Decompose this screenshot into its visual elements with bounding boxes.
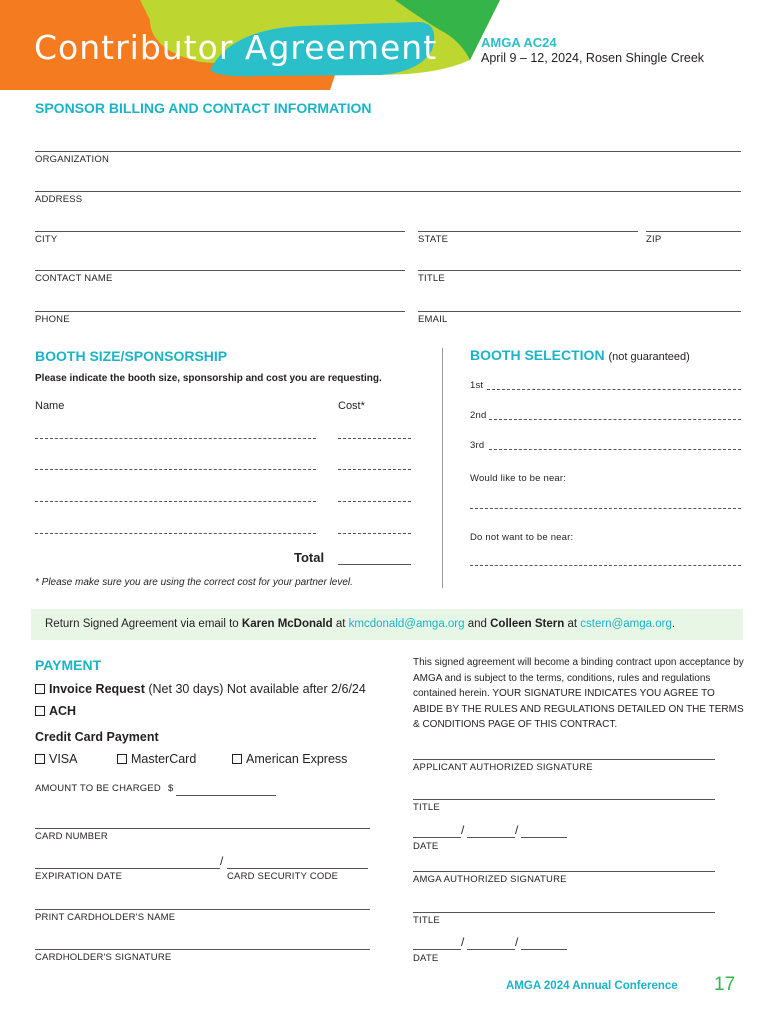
booth-name-field-2[interactable] xyxy=(35,469,316,470)
amga-signature-field[interactable] xyxy=(413,871,715,872)
date-2-sep-2: / xyxy=(515,935,519,949)
organization-label: ORGANIZATION xyxy=(35,154,110,165)
date-2-year-field[interactable] xyxy=(521,949,567,950)
not-near-field[interactable] xyxy=(470,565,741,566)
email-field[interactable] xyxy=(418,311,741,312)
contact-1-email-link[interactable]: kmcdonald@amga.org xyxy=(348,618,465,630)
booth-name-field-1[interactable] xyxy=(35,438,316,439)
footer-conference: AMGA 2024 Annual Conference xyxy=(506,980,678,992)
booth-name-field-3[interactable] xyxy=(35,501,316,502)
date-1-month-field[interactable] xyxy=(413,837,461,838)
contact-2-name: Colleen Stern xyxy=(490,618,565,630)
amga-signature-label: AMGA AUTHORIZED SIGNATURE xyxy=(413,874,567,885)
choice-1-label: 1st xyxy=(470,380,484,391)
visa-option[interactable] xyxy=(35,752,78,766)
selection-heading xyxy=(470,347,690,363)
address-label: ADDRESS xyxy=(35,194,83,205)
credit-card-heading: Credit Card Payment xyxy=(35,730,159,744)
invoice-label: Invoice Request xyxy=(49,682,145,696)
return-prefix: Return Signed Agreement via email to xyxy=(45,618,239,630)
date-2-sep-1: / xyxy=(461,935,465,949)
return-instructions-bar xyxy=(31,609,743,640)
city-field[interactable] xyxy=(35,231,405,232)
total-field[interactable] xyxy=(338,564,411,565)
return-suffix: . xyxy=(671,618,676,630)
contact-name-label: CONTACT NAME xyxy=(35,273,113,284)
date-1-day-field[interactable] xyxy=(467,837,515,838)
applicant-title-field[interactable] xyxy=(413,799,715,800)
date-1-label: DATE xyxy=(413,841,439,852)
selection-heading-text: BOOTH SELECTION xyxy=(470,347,605,363)
city-label: CITY xyxy=(35,234,58,245)
visa-checkbox[interactable] xyxy=(35,754,45,764)
mastercard-option[interactable] xyxy=(117,752,196,766)
cardholder-signature-field[interactable] xyxy=(35,949,370,950)
return-instructions xyxy=(45,618,675,630)
date-1-sep-2: / xyxy=(515,823,519,837)
date-1-year-field[interactable] xyxy=(521,837,567,838)
not-near-label: Do not want to be near: xyxy=(470,532,574,543)
zip-label: ZIP xyxy=(646,234,662,245)
cardholder-signature-label: CARDHOLDER'S SIGNATURE xyxy=(35,952,172,963)
choice-1-field[interactable] xyxy=(487,389,741,390)
section-divider xyxy=(442,348,443,588)
invoice-note: (Net 30 days) Not available after 2/6/24 xyxy=(148,682,366,696)
booth-instruction: Please indicate the booth size, sponsorship and cost you are requesting. xyxy=(35,373,382,384)
amount-label: AMOUNT TO BE CHARGED xyxy=(35,783,161,794)
state-label: STATE xyxy=(418,234,449,245)
expiration-label: EXPIRATION DATE xyxy=(35,871,123,882)
phone-field[interactable] xyxy=(35,311,405,312)
choice-3-field[interactable] xyxy=(489,449,741,450)
dollar-sign: $ xyxy=(168,783,174,794)
page-number: 17 xyxy=(714,974,736,995)
amga-title-label: TITLE xyxy=(413,915,440,926)
mastercard-label: MasterCard xyxy=(131,752,197,766)
applicant-signature-field[interactable] xyxy=(413,759,715,760)
amex-option[interactable] xyxy=(232,752,347,766)
sponsor-heading: SPONSOR BILLING AND CONTACT INFORMATION xyxy=(35,100,372,116)
booth-cost-field-2[interactable] xyxy=(338,469,411,470)
booth-name-field-4[interactable] xyxy=(35,533,316,534)
ach-checkbox[interactable] xyxy=(35,706,45,716)
booth-cost-field-3[interactable] xyxy=(338,501,411,502)
invoice-checkbox[interactable] xyxy=(35,684,45,694)
ach-label: ACH xyxy=(49,704,77,718)
applicant-title-label: TITLE xyxy=(413,802,440,813)
ach-option[interactable] xyxy=(35,704,76,718)
choice-2-field[interactable] xyxy=(489,419,741,420)
choice-3-label: 3rd xyxy=(470,440,485,451)
address-field[interactable] xyxy=(35,191,741,192)
booth-cost-field-1[interactable] xyxy=(338,438,411,439)
mastercard-checkbox[interactable] xyxy=(117,754,127,764)
booth-footnote: * Please make sure you are using the correct cost for your partner level. xyxy=(35,577,353,588)
contact-2-email-link[interactable]: cstern@amga.org xyxy=(580,618,672,630)
security-code-field[interactable] xyxy=(227,868,368,869)
phone-label: PHONE xyxy=(35,314,70,325)
payment-heading: PAYMENT xyxy=(35,657,102,673)
booth-name-column: Name xyxy=(35,400,65,412)
state-field[interactable] xyxy=(418,231,638,232)
contact-name-field[interactable] xyxy=(35,270,405,271)
zip-field[interactable] xyxy=(646,231,741,232)
event-date: April 9 – 12, 2024, Rosen Shingle Creek xyxy=(481,51,705,65)
email-label: EMAIL xyxy=(418,314,448,325)
return-at-1: at xyxy=(335,618,346,630)
selection-note: (not guaranteed) xyxy=(608,351,690,363)
date-2-day-field[interactable] xyxy=(467,949,515,950)
invoice-option[interactable] xyxy=(35,682,366,696)
amex-label: American Express xyxy=(246,752,348,766)
near-label: Would like to be near: xyxy=(470,473,567,484)
cardholder-name-label: PRINT CARDHOLDER'S NAME xyxy=(35,912,176,923)
booth-cost-column: Cost* xyxy=(338,400,365,412)
contact-1-name: Karen McDonald xyxy=(241,618,333,630)
booth-cost-field-4[interactable] xyxy=(338,533,411,534)
return-at-2: at xyxy=(567,618,578,630)
amga-title-field[interactable] xyxy=(413,912,715,913)
contract-text: This signed agreement will become a binding contract upon acceptance by AMGA and is subject to the terms, conditions, rules and regulations contained herein. YOUR SIGNATURE INDICATES YOU AGREE TO ABIDE BY THE RULES AND REGULATIONS DETAILED ON THE TERMS & CONDITIONS PAGE OF THIS CONTRACT. xyxy=(413,657,744,730)
date-2-label: DATE xyxy=(413,953,439,964)
visa-label: VISA xyxy=(49,752,78,766)
near-field[interactable] xyxy=(470,508,741,509)
date-1-sep-1: / xyxy=(461,823,465,837)
applicant-signature-label: APPLICANT AUTHORIZED SIGNATURE xyxy=(413,762,593,773)
total-label: Total xyxy=(294,550,325,565)
card-number-field[interactable] xyxy=(35,828,370,829)
card-number-label: CARD NUMBER xyxy=(35,831,108,842)
choice-2-label: 2nd xyxy=(470,410,487,421)
expiration-field[interactable] xyxy=(35,868,220,869)
amex-checkbox[interactable] xyxy=(232,754,242,764)
security-code-label: CARD SECURITY CODE xyxy=(227,871,339,882)
cardholder-name-field[interactable] xyxy=(35,909,370,910)
page-title: Contributor Agreement xyxy=(34,28,438,67)
amount-field[interactable] xyxy=(176,795,276,796)
expiration-separator: / xyxy=(220,854,224,868)
return-and: and xyxy=(467,618,487,630)
event-code: AMGA AC24 xyxy=(481,35,557,50)
title-field[interactable] xyxy=(418,270,741,271)
organization-field[interactable] xyxy=(35,151,741,152)
date-2-month-field[interactable] xyxy=(413,949,461,950)
title-label: TITLE xyxy=(418,273,445,284)
booth-heading: BOOTH SIZE/SPONSORSHIP xyxy=(35,348,228,364)
